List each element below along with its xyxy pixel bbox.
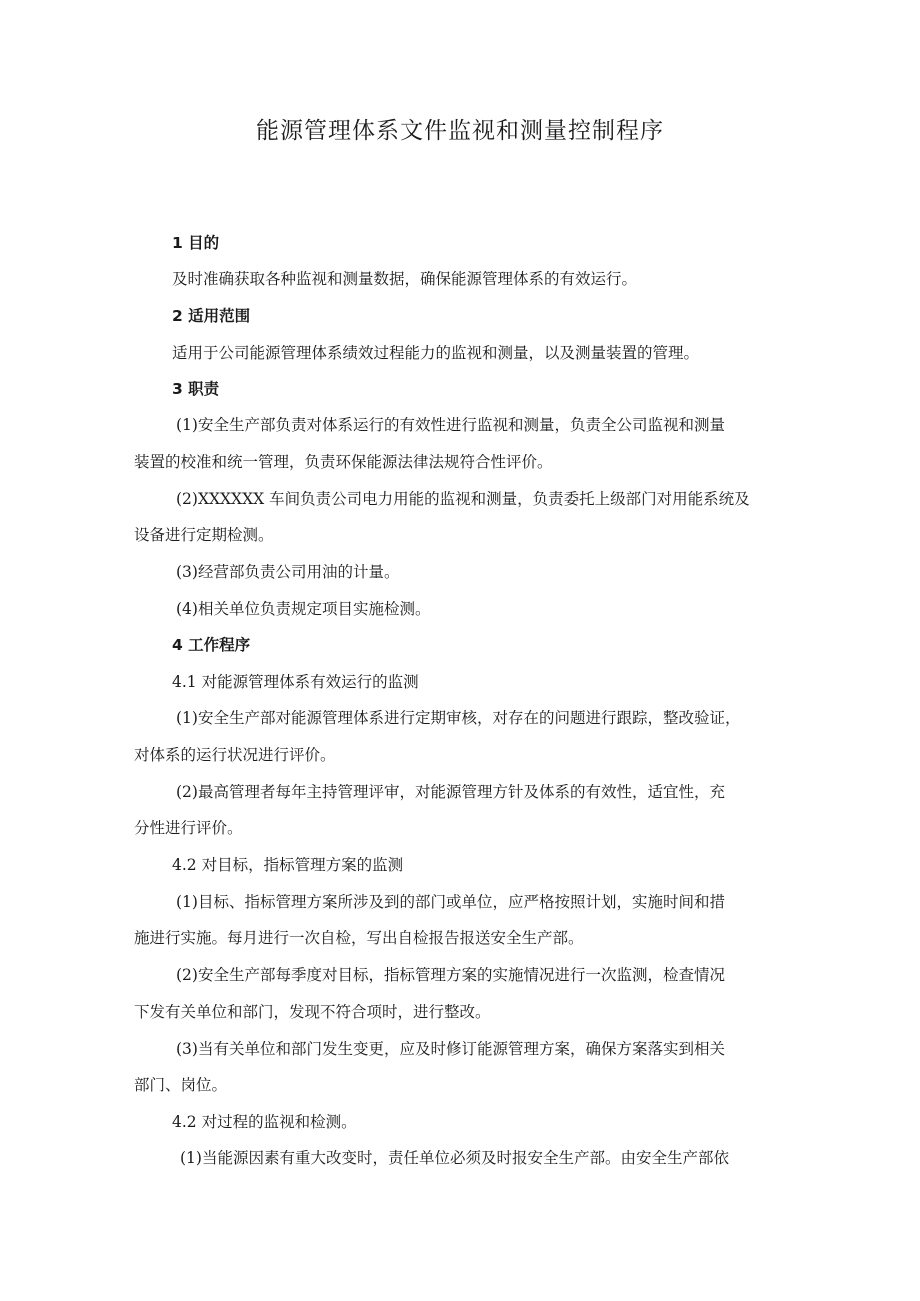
section-3-item-4: (4)相关单位负责规定项目实施检测。 xyxy=(176,600,431,618)
section-1-heading: 1 目的 xyxy=(172,234,220,252)
section-4-1-item-1-line-1: (1)安全生产部对能源管理体系进行定期审核，对存在的问题进行跟踪，整改验证， xyxy=(176,709,741,727)
section-4-2-item-1-line-1: (1)目标、指标管理方案所涉及到的部门或单位，应严格按照计划，实施时间和措 xyxy=(176,893,725,911)
section-3-item-1-line-1: (1)安全生产部负责对体系运行的有效性进行监视和测量，负责全公司监视和测量 xyxy=(176,416,725,434)
section-4-1-heading: 4.1 对能源管理体系有效运行的监测 xyxy=(172,673,419,691)
section-3-heading: 3 职责 xyxy=(172,380,220,398)
document-title: 能源管理体系文件监视和测量控制程序 xyxy=(256,118,664,144)
section-4-3-heading: 4.2 对过程的监视和检测。 xyxy=(172,1113,357,1131)
section-4-1-item-2-line-2: 分性进行评价。 xyxy=(134,819,243,837)
section-3-item-3: (3)经营部负责公司用油的计量。 xyxy=(176,563,400,581)
section-4-2-item-3-line-1: (3)当有关单位和部门发生变更，应及时修订能源管理方案，确保方案落实到相关 xyxy=(176,1040,725,1058)
section-4-2-item-1-line-2: 施进行实施。每月进行一次自检，写出自检报告报送安全生产部。 xyxy=(134,929,584,947)
section-4-2-item-3-line-2: 部门、岗位。 xyxy=(134,1076,228,1094)
section-2-heading: 2 适用范围 xyxy=(172,307,251,325)
section-3-item-2-line-1: (2)XXXXXX 车间负责公司电力用能的监视和测量，负责委托上级部门对用能系统及 xyxy=(176,490,750,508)
section-4-2-heading: 4.2 对目标，指标管理方案的监测 xyxy=(172,856,404,874)
section-4-3-item-1-line-1: (1)当能源因素有重大改变时，责任单位必须及时报安全生产部。由安全生产部依 xyxy=(180,1149,729,1167)
section-2-text: 适用于公司能源管理体系绩效过程能力的监视和测量，以及测量装置的管理。 xyxy=(172,344,700,362)
section-4-1-item-2-line-1: (2)最高管理者每年主持管理评审，对能源管理方针及体系的有效性，适宜性，充 xyxy=(176,783,725,801)
section-3-item-1-line-2: 装置的校准和统一管理，负责环保能源法律法规符合性评价。 xyxy=(134,453,553,471)
section-1-text: 及时准确获取各种监视和测量数据，确保能源管理体系的有效运行。 xyxy=(172,270,638,288)
section-4-2-item-2-line-2: 下发有关单位和部门，发现不符合项时，进行整改。 xyxy=(134,1003,491,1021)
section-4-2-item-2-line-1: (2)安全生产部每季度对目标，指标管理方案的实施情况进行一次监测，检查情况 xyxy=(176,966,725,984)
section-4-heading: 4 工作程序 xyxy=(172,636,251,654)
section-4-1-item-1-line-2: 对体系的运行状况进行评价。 xyxy=(134,746,336,764)
section-3-item-2-line-2: 设备进行定期检测。 xyxy=(134,526,274,544)
